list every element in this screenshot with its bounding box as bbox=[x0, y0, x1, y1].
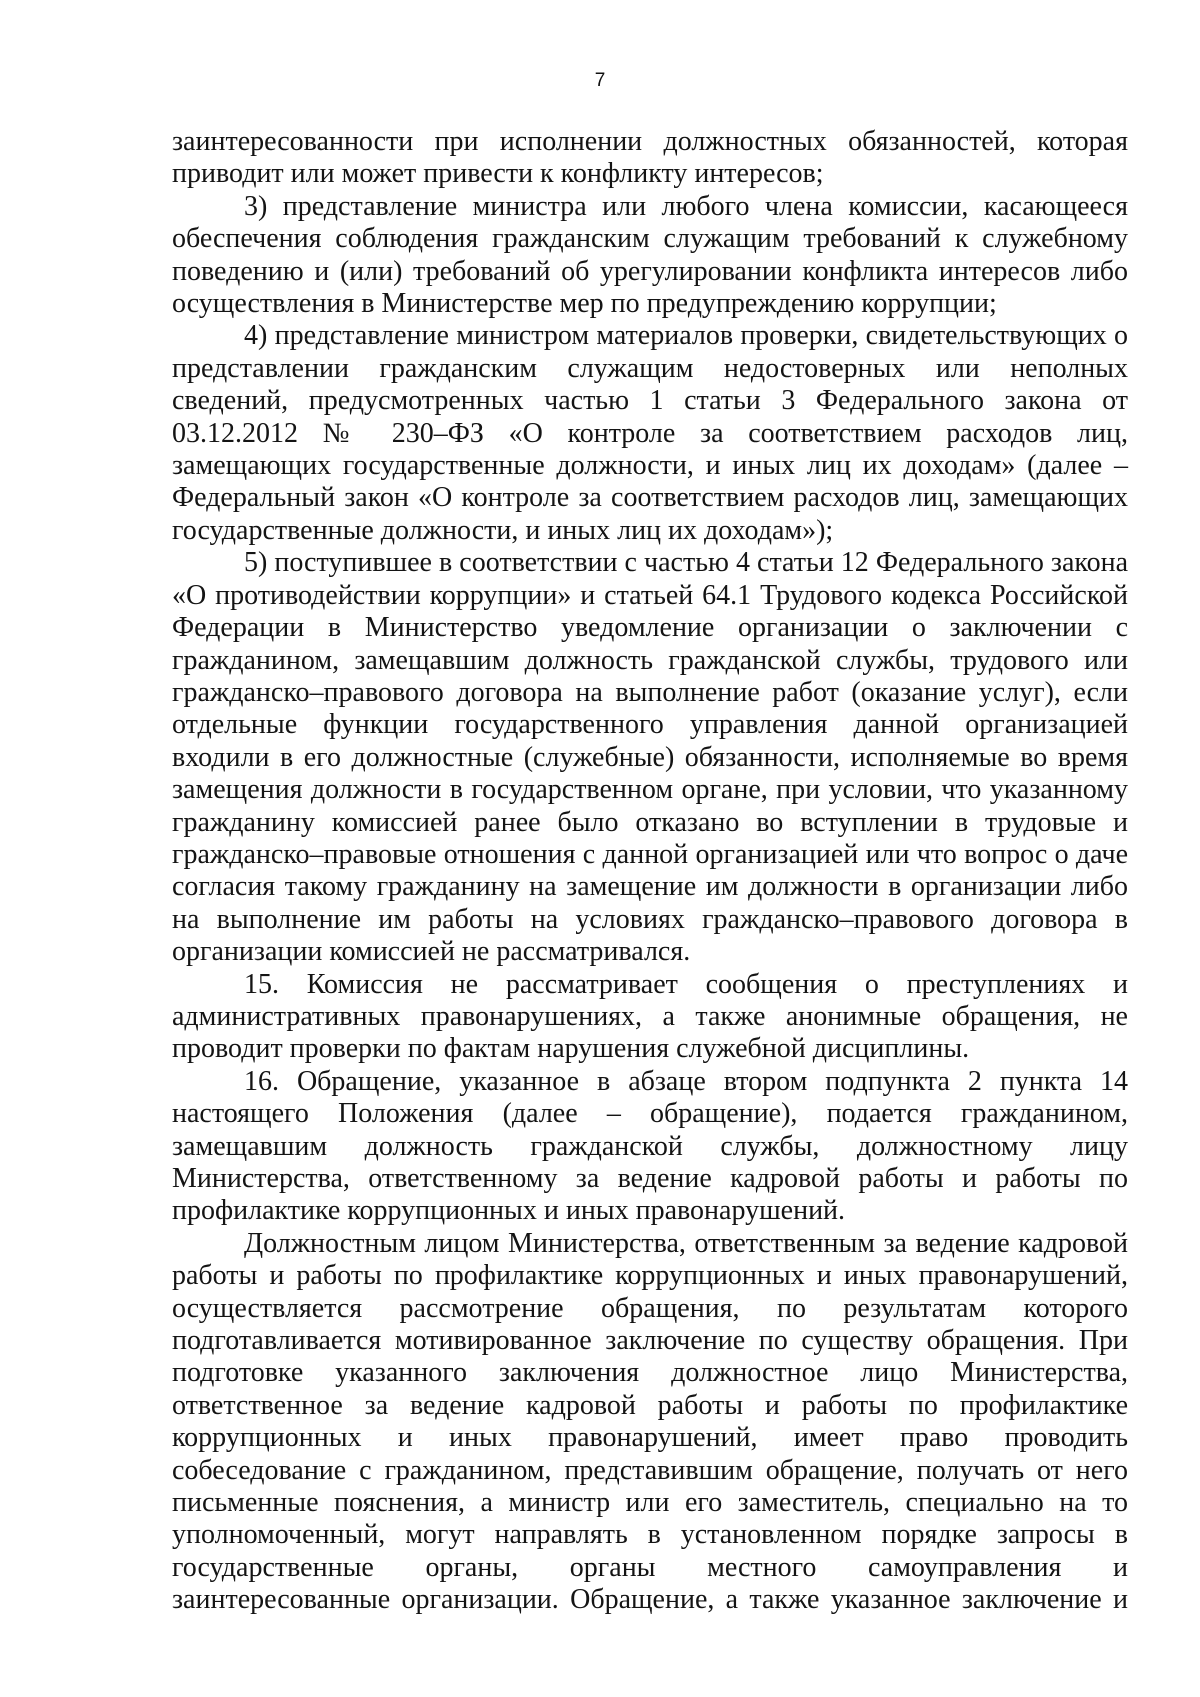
paragraph-continuation: заинтересованности при исполнении должностных обязанностей, которая приводит или может привести к конфликту интересов; bbox=[172, 126, 1128, 190]
page-number: 7 bbox=[594, 70, 606, 91]
document-body bbox=[172, 126, 1128, 1617]
paragraph-clause-15: 15. Комиссия не рассматривает сообщения о преступлениях и административных правонарушениях, а также анонимные обращения, не проводит проверки по фактам нарушения служебной дисциплины. bbox=[172, 968, 1128, 1065]
paragraph-clause-16-continued: Должностным лицом Министерства, ответственным за ведение кадровой работы и работы по профилактике коррупционных и иных правонарушений, осуществляется рассмотрение обращения, по результатам которого подготавливается мотивированное заключение по существу обращения. При подготовке указанного заключения должностное лицо Министерства, ответственное за ведение кадровой работы и работы по профилактике коррупционных и иных правонарушений, имеет право проводить собеседование с гражданином, представившим обращение, получать от него письменные пояснения, а министр или его заместитель, специально на то уполномоченный, могут направлять в установленном порядке запросы в государственные органы, органы местного самоуправления и заинтересованные организации. Обращение, а также указанное заключение и bbox=[172, 1227, 1128, 1616]
paragraph-item-5: 5) поступившее в соответствии с частью 4 статьи 12 Федерального закона «О противодействии коррупции» и статьей 64.1 Трудового кодекса Российской Федерации в Министерство уведомление организации о заключении с гражданином, замещавшим должность гражданской службы, трудового или гражданско–правового договора на выполнение работ (оказание услуг), если отдельные функции государственного управления данной организацией входили в его должностные (служебные) обязанности, исполняемые во время замещения должности в государственном органе, при условии, что указанному гражданину комиссией ранее было отказано во вступлении в трудовые и гражданско–правовые отношения с данной организацией или что вопрос о даче согласия такому гражданину на замещение им должности в организации либо на выполнение им работы на условиях гражданско–правового договора в организации комиссией не рассматривался. bbox=[172, 547, 1128, 968]
paragraph-clause-16: 16. Обращение, указанное в абзаце втором подпункта 2 пункта 14 настоящего Положения (далее – обращение), подается гражданином, замещавшим должность гражданской службы, должностному лицу Министерства, ответственному за ведение кадровой работы и работы по профилактике коррупционных и иных правонарушений. bbox=[172, 1065, 1128, 1227]
paragraph-item-3: 3) представление министра или любого члена комиссии, касающееся обеспечения соблюдения гражданским служащим требований к служебному поведению и (или) требований об урегулировании конфликта интересов либо осуществления в Министерстве мер по предупреждению коррупции; bbox=[172, 190, 1128, 320]
paragraph-item-4: 4) представление министром материалов проверки, свидетельствующих о представлении гражданским служащим недостоверных или неполных сведений, предусмотренных частью 1 статьи 3 Федерального закона от 03.12.2012 № 230–ФЗ «О контроле за соответствием расходов лиц, замещающих государственные должности, и иных лиц их доходам» (далее – Федеральный закон «О контроле за соответствием расходов лиц, замещающих государственные должности, и иных лиц их доходам»); bbox=[172, 320, 1128, 546]
